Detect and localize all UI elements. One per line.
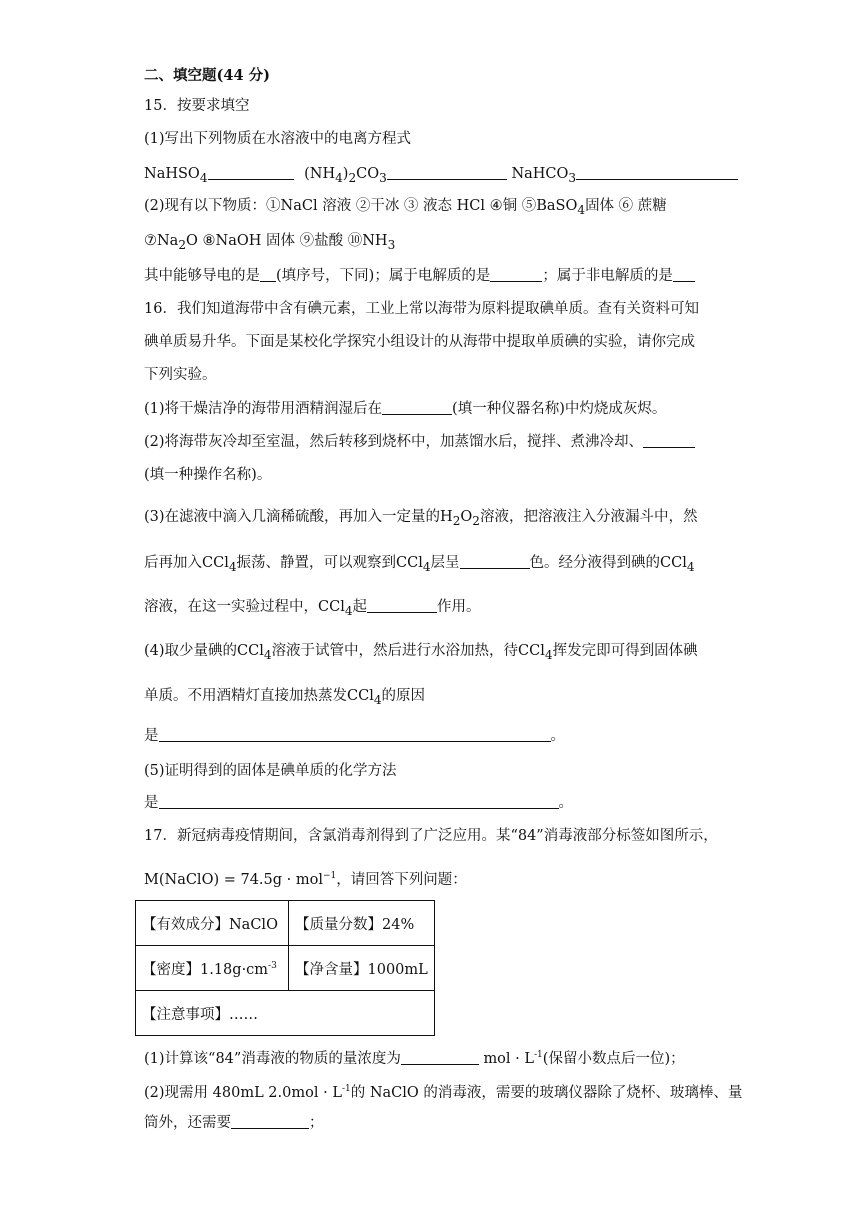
text: O ⑧NaOH 固体 ⑨盐酸 ⑩NH (186, 233, 388, 249)
subscript: 4 (335, 170, 343, 185)
text: 起 (352, 599, 368, 615)
q16-line1: 16．我们知道海带中含有碘元素，工业上常以海带为原料提取碘单质。查有关资料可知 (144, 301, 699, 317)
text: 。 (550, 728, 565, 744)
q16-part1 (144, 399, 666, 419)
q17-part2-line1 (144, 1079, 742, 1103)
q16-line3: 下列实验。 (144, 367, 217, 383)
text: (保留小数点后一位)； (542, 1050, 685, 1067)
answer-blank[interactable] (231, 1114, 309, 1129)
q15-part2-line3 (144, 266, 695, 286)
answer-blank[interactable] (387, 165, 507, 180)
section-title: 二、填空题(44 分) (144, 67, 270, 84)
text: 挥发完即可得到固体碘 (552, 643, 698, 659)
superscript: −1 (323, 871, 337, 881)
answer-blank[interactable] (576, 165, 738, 180)
subscript: 4 (263, 647, 272, 662)
text: (1)将干燥洁净的海带用酒精润湿后在 (144, 401, 383, 417)
answer-blank[interactable] (367, 598, 437, 613)
q16-part5-line1: (5)证明得到的固体是碘单质的化学方法 (144, 763, 397, 779)
subscript: 4 (577, 202, 586, 217)
q15-part2-line2 (144, 231, 395, 255)
text: (填序号，下同)；属于电解质的是 (276, 268, 491, 284)
answer-blank[interactable] (208, 165, 294, 180)
product-label-table (135, 900, 435, 1036)
formula-nh4-2co3: (NH (304, 166, 336, 182)
text: M(NaClO) = 74.5g · mol (144, 871, 323, 888)
q16-part3-line1 (144, 507, 697, 531)
subscript: 3 (387, 237, 396, 252)
text: 是 (144, 795, 159, 811)
subscript: 2 (348, 170, 357, 185)
subscript: 4 (686, 559, 695, 574)
subscript: 3 (568, 170, 577, 185)
q16-part4-line2 (144, 686, 425, 710)
superscript: -3 (268, 960, 277, 971)
answer-blank[interactable] (159, 794, 559, 809)
label-density (136, 946, 289, 991)
text: 后再加入CCl (144, 555, 229, 571)
text: 溶液，在这一实验过程中，CCl (144, 599, 345, 615)
text: mol · L (483, 1050, 535, 1067)
answer-blank[interactable] (673, 267, 695, 282)
subscript: 4 (228, 559, 237, 574)
text: 溶液于试管中，然后进行水浴加热，待CCl (271, 643, 545, 659)
subscript: 4 (373, 692, 382, 707)
q15-part1: (1)写出下列物质在水溶液中的电离方程式 (144, 131, 412, 147)
label-active-ingredient: 【有效成分】NaClO (136, 901, 289, 946)
q16-part3-line3 (144, 597, 481, 621)
text: ； (309, 1115, 324, 1131)
text: 固体 ⑥ 蔗糖 (585, 198, 667, 214)
text: 作用。 (437, 599, 481, 615)
text: 溶液，把溶液注入分液漏斗中，然 (479, 509, 698, 525)
text: O (460, 509, 473, 525)
text: (填一种仪器名称)中灼烧成灰烬。 (452, 401, 667, 417)
text: 层呈 (430, 555, 460, 571)
q17-part1 (144, 1045, 685, 1069)
formula-nahco3: NaHCO (511, 166, 569, 182)
text: 单质。不用酒精灯直接加热蒸发CCl (144, 688, 374, 704)
q17-part2-line2 (144, 1113, 324, 1133)
text: 筒外，还需要 (144, 1115, 231, 1131)
text: (2)现有以下物质：①NaCl 溶液 ②干冰 ③ 液态 HCl ④铜 ⑤BaSO (144, 198, 578, 214)
superscript: -1 (534, 1050, 543, 1060)
text: ；属于非电解质的是 (542, 268, 673, 284)
answer-blank[interactable] (401, 1050, 479, 1065)
subscript: 4 (199, 170, 208, 185)
text: ，请回答下列问题： (336, 871, 467, 888)
text: 【密度】1.18g·cm (142, 961, 269, 978)
q16-part4-line1 (144, 641, 698, 665)
label-mass-fraction: 【质量分数】24% (289, 901, 435, 946)
subscript: 2 (472, 513, 480, 528)
answer-blank[interactable] (159, 727, 551, 742)
answer-blank[interactable] (382, 400, 452, 415)
text: 是 (144, 728, 159, 744)
q16-part3-line2 (144, 553, 695, 577)
formula-part: CO (356, 166, 380, 182)
paren: ) (342, 166, 349, 182)
text: 的 NaClO 的消毒液，需要的玻璃仪器除了烧杯、玻璃棒、量 (350, 1084, 743, 1101)
subscript: 4 (544, 647, 553, 662)
superscript: -1 (341, 1084, 351, 1094)
label-net-content: 【净含量】1000mL (289, 946, 435, 991)
text: (1)计算该“84”消毒液的物质的量浓度为 (144, 1050, 401, 1067)
subscript: 2 (178, 237, 187, 252)
text: 色。经分液得到碘的CCl (529, 555, 687, 571)
answer-blank[interactable] (490, 267, 542, 282)
q17-line1: 17．新冠病毒疫情期间，含氯消毒剂得到了广泛应用。某“84”消毒液部分标签如图所示， (144, 828, 718, 844)
text: (2)将海带灰冷却至室温，然后转移到烧杯中，加蒸馏水后，搅拌、煮沸冷却、 (144, 434, 644, 450)
subscript: 2 (452, 513, 461, 528)
subscript: 4 (422, 559, 431, 574)
q17-line2 (144, 866, 467, 890)
answer-blank[interactable] (260, 267, 276, 282)
q15-stem: 15．按要求填空 (144, 98, 250, 114)
subscript: 4 (344, 603, 353, 618)
text: 。 (558, 795, 573, 811)
text: ⑦Na (144, 233, 179, 249)
q16-part5-line2 (144, 793, 573, 813)
q16-part2-line1 (144, 432, 695, 452)
text: 的原因 (381, 688, 426, 704)
text: (3)在滤液中滴入几滴稀硫酸，再加入一定量的H (144, 509, 453, 525)
formula-nahso4: NaHSO (144, 166, 200, 182)
answer-blank[interactable] (460, 554, 530, 569)
q15-equations (144, 164, 738, 188)
text: (2)现需用 480mL 2.0mol · L (144, 1084, 342, 1101)
answer-blank[interactable] (643, 433, 695, 448)
q16-part2-line2: (填一种操作名称)。 (144, 467, 272, 483)
label-notes: 【注意事项】…… (136, 991, 435, 1036)
text: (4)取少量碘的CCl (144, 643, 264, 659)
q15-part2-line1 (144, 196, 667, 220)
text: 其中能够导电的是 (144, 268, 260, 284)
q16-part4-line3 (144, 726, 565, 746)
q16-line2: 碘单质易升华。下面是某校化学探究小组设计的从海带中提取单质碘的实验，请你完成 (144, 334, 695, 350)
subscript: 3 (379, 170, 387, 185)
text: 振荡、静置，可以观察到CCl (236, 555, 423, 571)
